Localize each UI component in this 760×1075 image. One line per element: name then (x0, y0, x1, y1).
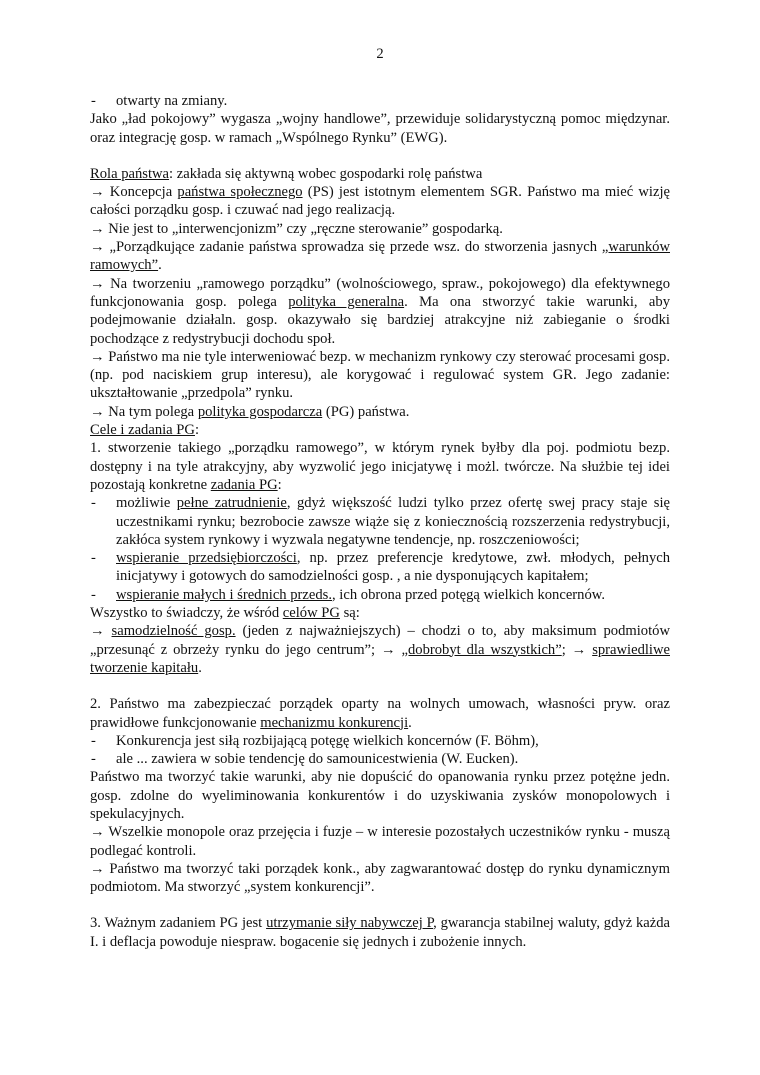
paragraph-interweniowac: → Państwo ma nie tyle interweniować bezp. w mechanizm rynkowy czy sterować procesami gosp. (np. pod naciskiem grup interesu), ale korygować i regulować system GR. Jego zadanie: ukształtowanie „przedpola” rynku. (90, 348, 670, 402)
page-number: 2 (376, 46, 384, 62)
paragraph-cel-3: 3. Ważnym zadaniem PG jest utrzymanie siły nabywczej P, gwarancja stabilnej waluty, gdyż każda I. i deflacja powoduje niespraw. bogacenie się jednych i zubożenie innych. (90, 915, 671, 950)
paragraph-wszystko: Wszystko to świadczy, że wśród celów PG są: (90, 605, 360, 622)
paragraph-lad-pokojowy: Jako „ład pokojowy” wygasza „wojny handlowe”, przewiduje solidarystyczną pomoc międzynar. oraz integrację gosp. w ramach „Wspólnego Rynku” (EWG). (90, 111, 670, 146)
paragraph-cel-1: 1. stworzenie takiego „porządku ramowego”, w którym rynek byłby dla poj. podmiotu bezp. dostępny i na tyle atrakcyjny, aby wyzwolić jego inicjatywę i możl. twórcze. Na służbie tej idei pozostają konkretne zadania PG: (90, 440, 670, 493)
spacer (90, 147, 670, 165)
paragraph-koncepcja: → Koncepcja państwa społecznego (PS) jest istotnym elementem SGR. Państwo ma mieć wizję całości porządku gosp. i czuwać nad jego realizacją. (90, 184, 670, 219)
paragraph-porzadek-konk: → Państwo ma tworzyć taki porządek konk., aby zagwarantować dostęp do rynku dynamicznym podmiotom. Ma stworzyć „system konkurencji”. (90, 860, 670, 896)
paragraph-warunki: Państwo ma tworzyć takie warunki, aby nie dopuścić do opanowania rynku przez potężne jedn. gosp. zdolne do wyeliminowania konkurentów i do uzyskiwania zysków monopolowych i spekulacyjnych. (90, 769, 670, 822)
list-item: - Konkurencja jest siłą rozbijającą potęgę wielkich koncernów (F. Böhm), (90, 732, 670, 750)
paragraph-monopole: → Wszelkie monopole oraz przejęcia i fuzje – w interesie pozostałych uczestników rynku - muszą podlegać kontroli. (90, 824, 670, 859)
spacer (90, 896, 670, 914)
paragraph-cel-2: 2. Państwo ma zabezpieczać porządek oparty na wolnych umowach, własności pryw. oraz prawidłowe funkcjonowanie mechanizmu konkurencji. (90, 696, 670, 731)
list-item: - wspieranie małych i średnich przeds., ich obrona przed potęgą wielkich koncernów. (90, 586, 670, 604)
heading-cele-zadania: Cele i zadania PG: (90, 422, 200, 439)
document-body (90, 92, 670, 951)
heading-rola-panstwa: Rola państwa: zakłada się aktywną wobec gospodarki rolę państwa (90, 165, 483, 182)
list-item: - wspieranie przedsiębiorczości, np. przez preferencje kredytowe, zwł. młodych, pełnych inicjatywy i gotowych do samodzielności gosp. , a nie dysponujących kapitałem; (90, 549, 670, 586)
paragraph-polityka-gospodarcza: → Na tym polega polityka gospodarcza (PG) państwa. (90, 403, 410, 420)
paragraph-interwencjonizm: → Nie jest to „interwencjonizm” czy „ręczne sterowanie” gospodarką. (90, 220, 503, 237)
paragraph-ramowy-porzadek: → Na tworzeniu „ramowego porządku” (wolnościowego, spraw., pokojowego) dla efektywnego funkcjonowania gosp. polega polityka generalna. Ma ona stworzyć takie warunki, aby podejmowanie działaln. gosp. okazywało się bardziej atrakcyjne niż zabieganie o środki pochodzące z redystrybucji dochodu społ. (90, 275, 670, 347)
paragraph-samodzielnosc: → samodzielność gosp. (jeden z najważniejszych) – chodzi o to, aby maksimum podmiotów „przesunąć z obrzeży rynku do jego centrum”; → „dobrobyt dla wszystkich”; → sprawiedliwe tworzenie kapitału. (90, 623, 670, 676)
heading-underlined: Rola państwa (90, 165, 170, 182)
list-item: - ale ... zawiera w sobie tendencję do samounicestwienia (W. Eucken). (90, 750, 670, 768)
list-item: - możliwie pełne zatrudnienie, gdyż większość ludzi tylko przez ofertę swej pracy staje się uczestnikami rynku; bezrobocie zawsze wiąże się z koniecznością rozszerzenia redystrybucji, zakłóca system rynkowy i wyzwala negatywne tendencje, np. roszczeniowości; (90, 494, 670, 549)
paragraph-porzadkujace: → „Porządkujące zadanie państwa sprowadza się przede wsz. do stworzenia jasnych „warunków ramowych”. (90, 239, 670, 274)
list-item: - otwarty na zmiany. (90, 92, 670, 110)
spacer (90, 677, 670, 695)
